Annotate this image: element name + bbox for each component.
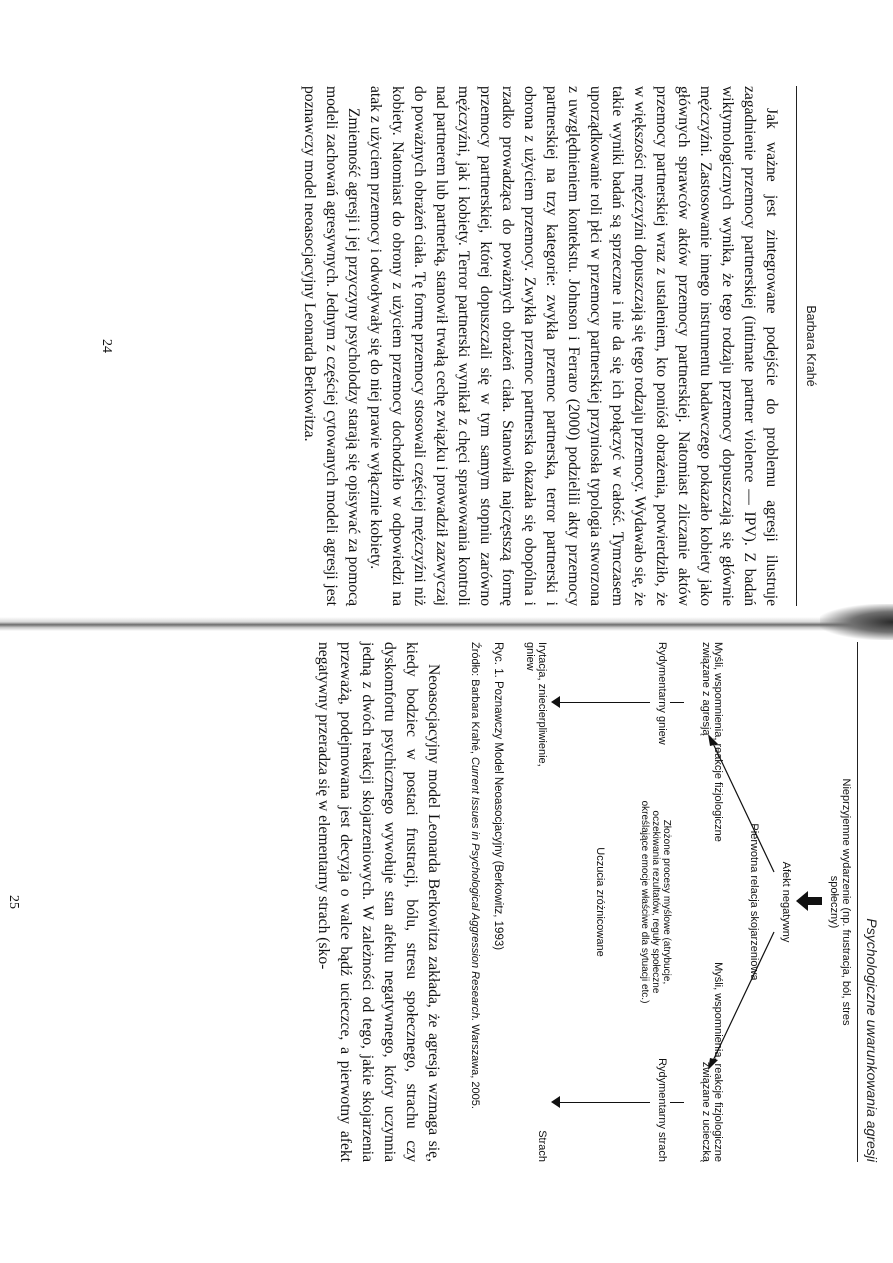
paragraph: Zmienność agresji i jej przyczyny psycholodzy starają się opisywać za pomocą modeli zachowań agresywnych. Jednym z częściej cytowanych modeli agresji jest poznawczy model neoasocjacyjny Leonarda Berkowitza. xyxy=(301,86,362,606)
figure-event: Nieprzyjemne wydarzenie (np. frustracja, ból, stres społeczny) xyxy=(828,778,852,1026)
figure-left-outcome: Irytacja, zniecierpliwienie, gniew xyxy=(524,642,548,767)
paragraph: Neoasocjacyjny model Leonarda Berkowitza zakłada, że agresja wzmaga się, kiedy bodziec w postaci frustracji, bólu, stresu społecznego, strachu czy dyskomfortu psychicznego wywołuje stan afektu negatywnego, który uczynnia jedną z dwóch reakcji skojarzeniowych. W zależności od tego, jakie skojarzenia przeważą, podejmowana jest decyzja o walce bądź ucieczce, a pierwotny afekt negatywny przeradza się w elementarny strach (sko- xyxy=(315,642,442,1162)
arrow-shaft xyxy=(806,897,822,905)
figure-primary-association: Pierwotna relacja skojarzeniowa xyxy=(748,823,760,981)
arrow-shaft xyxy=(670,1102,684,1103)
book-gutter xyxy=(0,617,893,631)
arrow-down-icon xyxy=(551,1096,560,1108)
left-page xyxy=(0,0,893,620)
source-place: Warszawa, 2005. xyxy=(469,1024,481,1109)
figure-diagram xyxy=(512,642,852,1162)
body-text xyxy=(298,86,782,606)
figure-right-rudimentary: Rydymentarny strach xyxy=(656,1058,668,1162)
figure-right-thoughts: Myśli, wspomnienia, reakcje fizjologiczne związane z ucieczką xyxy=(700,962,724,1162)
arrow-head-icon xyxy=(796,891,808,911)
figure-caption: Ryc. 1. Poznawczy Model Neoasocjacyjny (Berkowitz, 1993) xyxy=(492,642,504,951)
right-page xyxy=(0,632,893,1263)
figure-negative-affect: Afekt negatywny xyxy=(780,861,792,943)
header-rule xyxy=(796,86,797,606)
page-number: 25 xyxy=(6,895,21,909)
source-title: Current Issues in Psychological Aggression Research. xyxy=(469,756,481,1022)
page-number: 24 xyxy=(99,339,114,353)
figure-right-outcome: Strach xyxy=(536,1130,548,1162)
arrow-down-icon xyxy=(551,696,560,708)
source-label: Źródło: Barbara Krahé, xyxy=(469,642,481,754)
figure-complex-processes: Złożone procesy myślowe (atrybucje, oczekiwania rezultatów, reguły społeczne określające emocje właściwe dla sytuacji etc.) xyxy=(639,800,672,1004)
arrow-shaft xyxy=(670,702,684,703)
figure-left-thoughts: Myśli, wspomnienia, reakcje fizjologiczne związane z agresją xyxy=(700,642,724,842)
figure-source xyxy=(467,642,482,1162)
running-head: Psychologiczne uwarunkowania agresji xyxy=(864,918,880,1162)
right-page-content xyxy=(6,642,880,1162)
body-text xyxy=(312,642,444,1162)
header-rule xyxy=(857,642,858,1162)
figure-left-rudimentary: Rydymentarny gniew xyxy=(656,642,668,745)
paragraph: Jak ważne jest zintegrowane podejście do problemu agresji ilustruje zagadnienie przemocy partnerskiej (intimate partner violence — IPV). Z badań wiktymologicznych wynika, że tego rodzaju przemocy dopuszczają się głównie mężczyźni. Zastosowanie innego instrumentu badawczego pokazało kobiety jako głównych sprawców aktów przemocy partnerskiej. Natomiast zliczanie aktów przemocy partnerskiej wraz z ustaleniem, kto poniósł obrażenia, potwierdziło, że w większości mężczyźni dopuszczają się tego rodzaju przemocy. Wydawało się, że takie wyniki badań są sprzeczne i nie da się ich połączyć w całość. Tymczasem uporządkowanie roli płci w przemocy partnerskiej przyniosła typologia stworzona z uwzględnieniem kontekstu. Johnson i Ferraro (2000) podzielili akty przemocy partnerskiej na trzy kategorie: zwykła przemoc partnerska, terror partnerski i obrona z użyciem przemocy. Zwykła przemoc partnerska okazała się obopólna i rzadko prowadząca do poważnych obrażeń ciała. Stanowiła najczęstszą formę przemocy partnerskiej, której dopuszczali się w tym samym stopniu zarówno mężczyźni, jak i kobiety. Terror partnerski wynikał z chęci sprawowania kontroli nad partnerem lub partnerką, stanowił trwałą cechę związku i prowadził zazwyczaj do poważnych obrażeń ciała. Tę formę przemocy stosowali częściej mężczyźni niż kobiety. Natomiast do obrony z użyciem przemocy dochodziło w odpowiedzi na atak z użyciem przemocy i odwoływały się do niej prawie wyłącznie kobiety. xyxy=(367,86,780,606)
right-vertical-line xyxy=(560,1102,650,1103)
figure-differentiated: Uczucia zróżnicowane xyxy=(594,847,606,957)
left-page-content xyxy=(92,86,818,606)
left-vertical-line xyxy=(560,702,650,703)
running-head: Barbara Krahé xyxy=(804,305,818,387)
